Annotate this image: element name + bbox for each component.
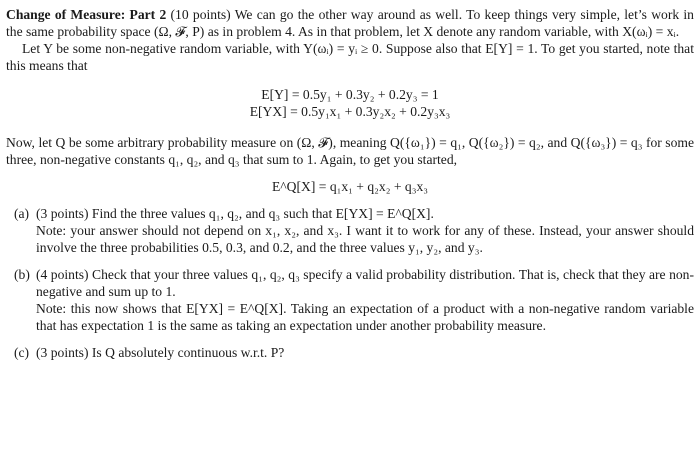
part-b-question: (4 points) Check that your three values q₁, q₂, q₃ specify a valid probability distribution. That is, check that they are non-negative and sum up to 1. <box>36 267 694 299</box>
part-b-label: (b) <box>14 267 30 282</box>
setup-paragraph: Let Y be some non-negative random variable, with Y(ωᵢ) = yᵢ ≥ 0. Suppose also that E[Y] = 1. To get you started, note that this means that <box>6 41 694 73</box>
intro-text: (10 points) We can go the other way around as well. To keep things very simple, let’s work in the same probability space (Ω, 𝓕, P) as in problem 4. As in that problem, let X denote any random variable, with X(ωᵢ) = xᵢ. <box>6 7 694 39</box>
equation-eq: E^Q[X] = q₁x₁ + q₂x₂ + q₃x₃ <box>272 179 428 194</box>
measure-paragraph: Now, let Q be some arbitrary probability measure on (Ω, 𝓕), meaning Q({ω₁}) = q₁, Q({ω₂}) = q₂, and Q({ω₃}) = q₃ for some three, non-negative constants q₁, q₂, and q₃ that sum to 1. Again, to get you started, <box>6 135 694 167</box>
problem-title: Change of Measure: Part 2 <box>6 7 167 22</box>
intro-paragraph <box>6 6 694 40</box>
part-b-note: Note: this now shows that E[YX] = E^Q[X]. Taking an expectation of a product with a non-negative random variable that has expectation 1 is the same as taking an expectation under another probability measure. <box>36 301 694 333</box>
equation-eyx: E[YX] = 0.5y₁x₁ + 0.3y₂x₂ + 0.2y₃x₃ <box>249 104 451 119</box>
part-a-label: (a) <box>14 206 30 221</box>
expectation-equations <box>6 86 694 120</box>
part-a-note: Note: your answer should not depend on x₁, x₂, and x₃. I want it to work for any of these. Instead, your answer should involve the three probabilities 0.5, 0.3, and 0.2, and the three values y₁, y₂, and y₃. <box>36 223 694 255</box>
part-c <box>6 344 694 361</box>
part-a-question: (3 points) Find the three values q₁, q₂, and q₃ such that E[YX] = E^Q[X]. <box>36 206 434 221</box>
part-a <box>6 205 694 256</box>
part-c-label: (c) <box>14 345 30 360</box>
part-c-question: (3 points) Is Q absolutely continuous w.r.t. P? <box>36 345 285 360</box>
equation-ey: E[Y] = 0.5y₁ + 0.3y₂ + 0.2y₃ = 1 <box>261 87 439 102</box>
part-b <box>6 266 694 334</box>
